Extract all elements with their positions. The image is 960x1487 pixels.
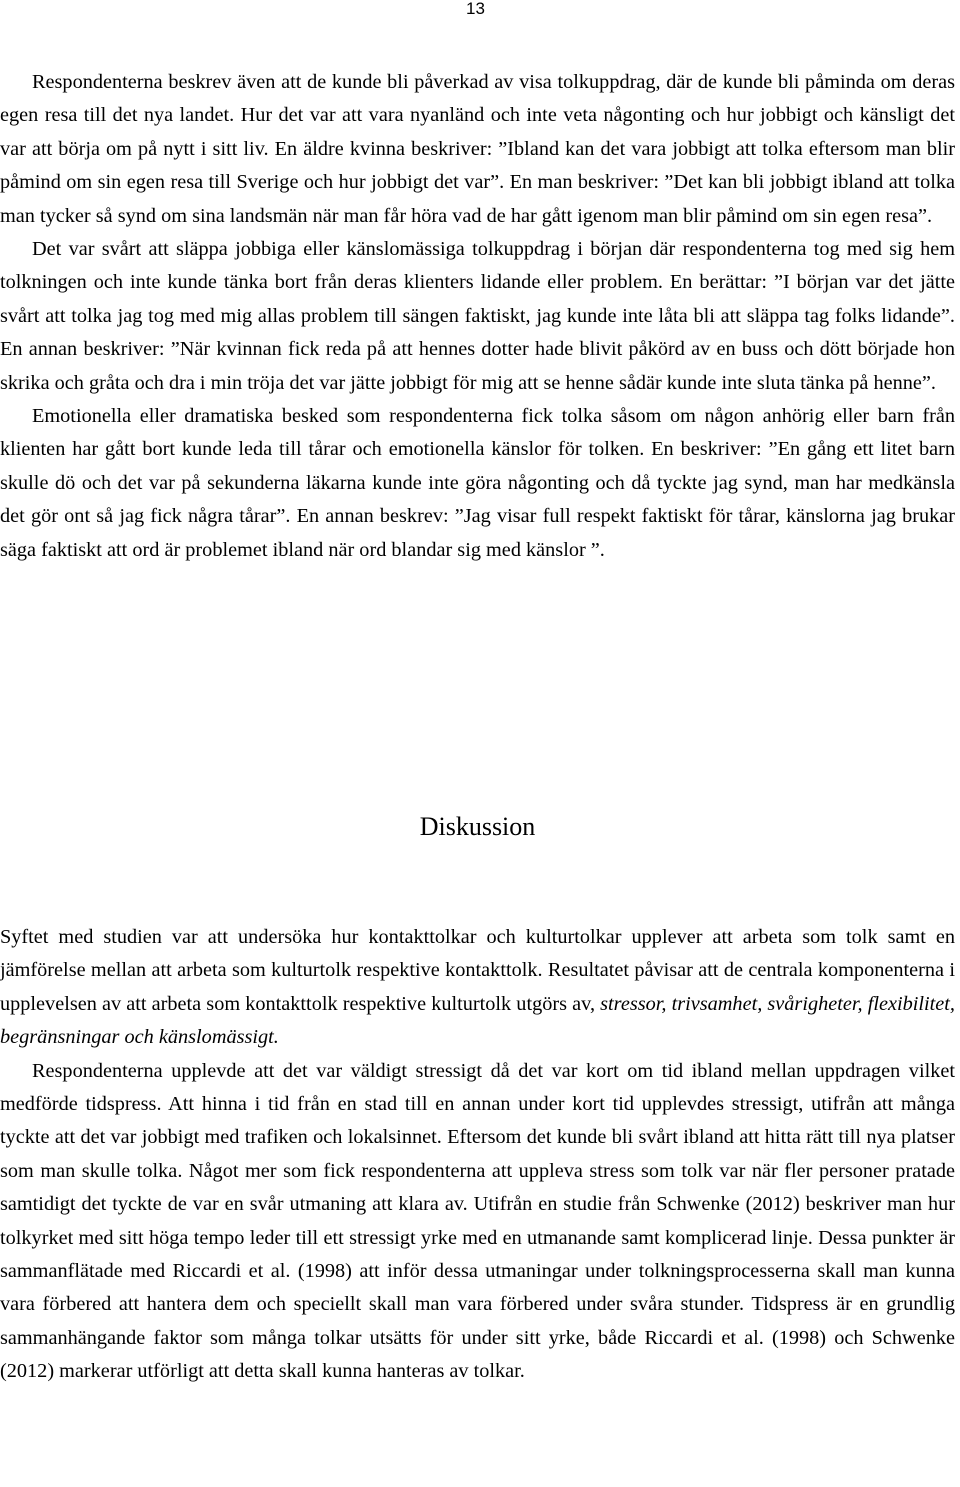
section-heading-diskussion: Diskussion <box>419 812 536 841</box>
paragraph <box>0 1055 955 1389</box>
paragraph <box>0 400 955 567</box>
page-number: 13 <box>466 0 485 18</box>
paragraph <box>0 66 955 233</box>
results-text-section <box>0 66 955 567</box>
text-run: Respondenterna upplevde att det var väldigt stressigt då det var kort om tid ibland mellan uppdragen vilket medförde tidspress. Att hinna i tid från en stad till en annan under kort tid upplevdes stressigt, utifrån att många tyckte att det var jobbigt med trafiken och lokalsinnet. Eftersom det kunde bli svårt ibland att hitta rätt till nya platser som man skulle tolka. Något mer som fick respondenterna att uppleva stress som tolk var när fler personer pratade samtidigt det tyckte de var en svår utmaning att klara av. Utifrån en studie från Schwenke (2012) beskriver man hur tolkyrket med sitt höga tempo leder till ett stressigt yrke med en utmanande samt komplicerad linje. Dessa punkter är sammanflätade med Riccardi et al. (1998) att inför dessa utmaningar under tolkningsprocesserna skall man kunna vara förbered att hantera dem och speciellt skall man vara förbered under svåra stunder. Tidspress är en grundlig sammanhängande faktor som många tolkar utsätts för under sitt yrke, både Riccardi et al. (1998) och Schwenke (2012) markerar utförligt att detta skall kunna hanteras av tolkar. <box>0 1059 955 1383</box>
text-run: Respondenterna beskrev även att de kunde bli påverkad av visa tolkuppdrag, där de kunde bli påminda om deras egen resa till det nya landet. Hur det var att vara nyanländ och inte veta någonting och hur jobbigt och känsligt det var att börja om på nytt i sitt liv. En äldre kvinna beskriver: ”Ibland kan det vara jobbigt att tolka eftersom man blir påmind om sin egen resa till Sverige och hur jobbigt det var”. En man beskriver: ”Det kan bli jobbigt ibland att tolka man tycker så synd om sina landsmän när man får höra vad de har gått igenom man blir påmind om sin egen resa”. <box>0 71 955 227</box>
paragraph <box>0 233 955 400</box>
discussion-text-section <box>0 921 955 1389</box>
text-run: Syftet med studien var att undersöka hur kontakttolkar och kulturtolkar upplever att arbeta som tolk samt en jämförelse mellan att arbeta som kulturtolk respektive kontakttolk. Resultatet påvisar att de centrala komponenterna i upplevelsen av att arbeta som kontakttolk respektive kulturtolk utgörs av, <box>0 926 955 1015</box>
text-run: Det var svårt att släppa jobbiga eller känslomässiga tolkuppdrag i början där respondenterna tog med sig hem tolkningen och inte kunde tänka bort från deras klienters lidande eller problem. En berättar: ”I början var det jätte svårt att tolka jag tog med mig allas problem till sängen faktiskt, jag kunde inte låta bli att släppa tag folks lidande”. En annan beskriver: ”När kvinnan fick reda på att hennes dotter hade blivit påkörd av en buss och dött började hon skrika och gråta och dra i min tröja det var jätte jobbigt för mig att se henne sådär kunde inte sluta tänka på henne”. <box>0 238 955 394</box>
italic-text-run: stressor, trivsamhet, svårigheter, flexibilitet, begränsningar och känslomässigt. <box>0 992 956 1049</box>
paragraph <box>0 921 955 1055</box>
text-run: Emotionella eller dramatiska besked som respondenterna fick tolka såsom om någon anhörig eller barn från klienten har gått bort kunde leda till tårar och emotionella känslor för tolken. En beskriver: ”En gång ett litet barn skulle dö och det var på sekunderna läkarna kunde inte göra någonting och då tyckte jag synd, man har medkänsla det gör ont så jag fick några tårar”. En annan beskrev: ”Jag visar full respekt faktiskt för tårar, känslorna jag brukar säga faktiskt att ord är problemet ibland när ord blandar sig med känslor ”. <box>0 405 955 561</box>
